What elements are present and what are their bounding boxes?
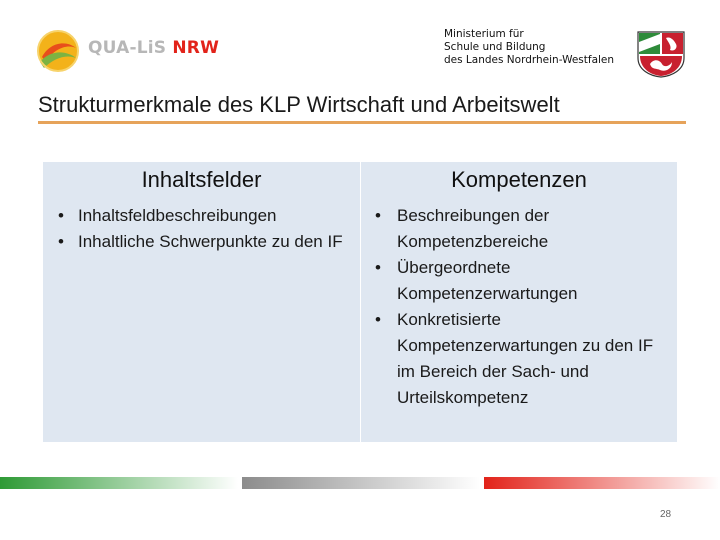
- list-item-text: Inhaltsfeldbeschreibungen: [78, 206, 277, 225]
- column-heading-inhaltsfelder: Inhaltsfelder: [141, 167, 262, 192]
- bullet-icon: •: [375, 206, 381, 225]
- structure-table: [43, 162, 677, 442]
- bullet-icon: •: [58, 232, 64, 251]
- list-item-text: Inhaltliche Schwerpunkte zu den IF: [78, 232, 343, 251]
- ministry-line-3: des Landes Nordrhein-Westfalen: [444, 54, 615, 66]
- kompetenzen-list: [361, 203, 677, 411]
- brand-name: [88, 38, 219, 58]
- list-item-text: Übergeordnete Kompetenzerwartungen: [397, 258, 578, 303]
- list-item: [43, 203, 360, 229]
- list-item: [361, 255, 677, 307]
- brand-name-part2: NRW: [172, 38, 220, 58]
- bullet-icon: •: [375, 310, 381, 329]
- ministry-line-1: Ministerium für: [444, 28, 524, 40]
- footer-color-bar: [0, 477, 720, 489]
- column-heading-kompetenzen: Kompetenzen: [451, 167, 587, 192]
- bullet-icon: •: [58, 206, 64, 225]
- page-number: 28: [660, 509, 672, 520]
- nrw-crest-icon: [636, 30, 686, 78]
- title-divider: [38, 121, 686, 124]
- list-item: [361, 307, 677, 411]
- ministry-name: [444, 28, 624, 67]
- column-inhaltsfelder: [43, 162, 361, 442]
- list-item: [361, 203, 677, 255]
- list-item: [43, 229, 360, 255]
- page-title: Strukturmerkmale des KLP Wirtschaft und Arbeitswelt: [38, 92, 560, 117]
- brand-name-part1: QUA-LiS: [88, 38, 167, 58]
- list-item-text: Konkretisierte Kompetenzerwartungen zu den IF im Bereich der Sach- und Urteilskompetenz: [397, 310, 654, 407]
- bullet-icon: •: [375, 258, 381, 277]
- inhaltsfelder-list: [43, 203, 360, 255]
- list-item-text: Beschreibungen der Kompetenzbereiche: [397, 206, 550, 251]
- ministry-line-2: Schule und Bildung: [444, 41, 546, 53]
- column-kompetenzen: [361, 162, 677, 442]
